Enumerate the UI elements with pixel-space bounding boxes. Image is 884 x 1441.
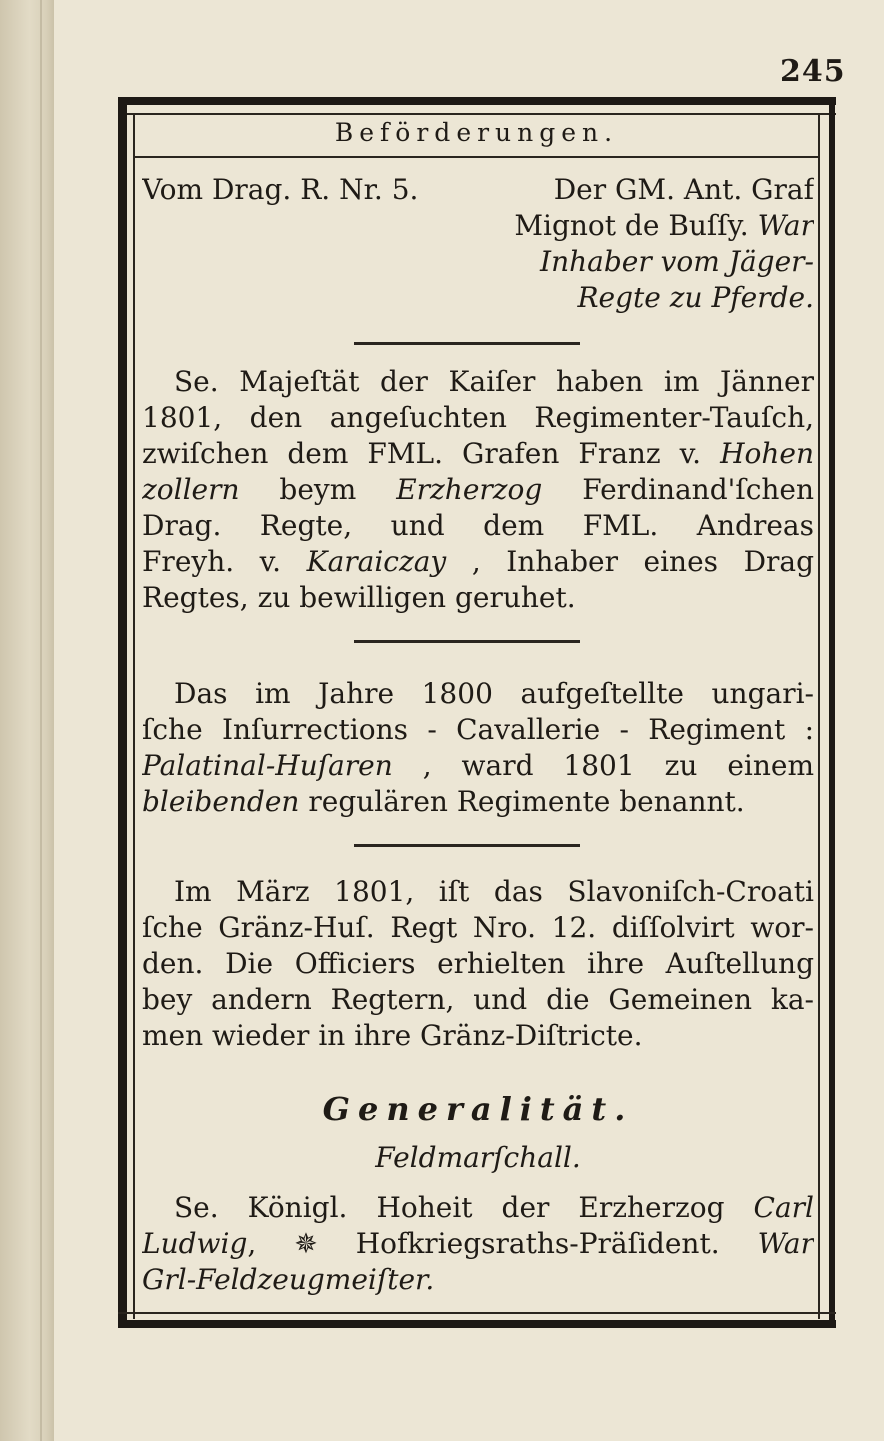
para1-italic: Erzherzog — [396, 473, 543, 506]
para1-line: Se. Majeſtät der Kaiſer haben im Jänner — [174, 365, 814, 398]
para1-line: 1801, den angeſuchten Regimenter-Tauſch, — [142, 401, 814, 434]
promotion-line-3: Inhaber vom Jäger- — [540, 245, 814, 278]
para1-italic: Hohen — [720, 437, 814, 470]
frame-top-border — [118, 97, 836, 105]
para1-line: Regtes, zu bewilligen geruhet. — [142, 581, 576, 614]
para3-line: Im März 1801, iſt das Slavoniſch-Croati — [174, 875, 814, 908]
order-star-icon: ✵ — [294, 1227, 318, 1260]
generalitaet-heading: Generalität. — [322, 1090, 634, 1128]
para3-line: ſche Gränz-Huſ. Regt Nro. 12. diſſolvirt wor- — [142, 911, 814, 944]
promotion-name: Mignot de Buſſy. — [514, 209, 749, 242]
page-number: 245 — [780, 54, 846, 89]
para1-line — [142, 472, 814, 508]
frame-left-border — [118, 97, 127, 1325]
generalitaet-text: Hofkriegsraths-Präſident. — [355, 1227, 720, 1260]
generalitaet-subheading: Feldmarſchall. — [375, 1141, 581, 1174]
para3-line: men wieder in ihre Gränz-Diſtricte. — [142, 1019, 643, 1052]
generalitaet-line: Ludwig, ✵ Hofkriegsraths-Präſident. War — [142, 1227, 814, 1260]
para3-line: den. Die Officiers erhielten ihre Auſtellung — [142, 947, 814, 980]
section-title: Beförderungen. — [334, 118, 619, 147]
para2-text: regulären Regimente benannt. — [308, 785, 745, 818]
para1-text: Ferdinand'ſchen — [582, 473, 814, 506]
para1-text: zwiſchen dem FML. Grafen Franz v. — [142, 437, 702, 470]
para1-text: , Inhaber eines Drag — [471, 545, 814, 578]
para2-line — [142, 748, 814, 784]
gutter-shadow — [40, 0, 42, 1441]
generalitaet-line: Grl-Feldzeugmeiſter. — [142, 1263, 435, 1296]
separator-rule — [354, 640, 580, 643]
para2-line: Das im Jahre 1800 aufgeſtellte ungari- — [174, 677, 814, 710]
frame-left-inner-rule — [133, 113, 135, 1319]
book-spine-edge — [0, 0, 54, 1441]
frame-right-border — [829, 97, 835, 1325]
para1-text: beym — [279, 473, 357, 506]
para2-italic: bleibenden — [142, 785, 300, 818]
frame-top-inner-rule — [118, 113, 836, 115]
generalitaet-text: Se. Königl. Hoheit der Erzherzog — [174, 1191, 725, 1224]
generalitaet-italic: Carl — [753, 1191, 814, 1224]
para1-italic: zollern — [142, 473, 240, 506]
para2-italic: Palatinal-Huſaren — [142, 749, 393, 782]
frame-right-inner-rule — [818, 113, 820, 1319]
para2-line: ſche Inſurrections - Cavallerie - Regiment : — [142, 713, 814, 746]
separator-rule — [354, 342, 580, 345]
promotion-line-2 — [142, 208, 814, 244]
para1-text: Freyh. v. — [142, 545, 282, 578]
para1-italic: Karaiczay — [306, 545, 447, 578]
generalitaet-italic: Ludwig — [142, 1227, 248, 1260]
title-rule — [135, 156, 818, 158]
separator-rule — [354, 844, 580, 847]
generalitaet-italic: War — [757, 1227, 814, 1260]
promotion-line-1 — [142, 172, 814, 208]
generalitaet-line — [142, 1190, 814, 1226]
promotion-regiment: Vom Drag. R. Nr. 5. — [142, 173, 419, 206]
para3-line: bey andern Regtern, und die Gemeinen ka- — [142, 983, 814, 1016]
promotion-war: War — [757, 209, 814, 242]
para1-line — [142, 544, 814, 580]
para1-line — [142, 436, 814, 472]
para1-line: Drag. Regte, und dem FML. Andreas — [142, 509, 814, 542]
para2-text: , ward 1801 zu einem — [422, 749, 814, 782]
promotion-officer: Der GM. Ant. Graf — [553, 173, 814, 206]
frame-bottom-border — [118, 1320, 836, 1328]
promotion-line-4: Regte zu Pferde. — [577, 281, 814, 314]
frame-bottom-inner-rule — [118, 1312, 836, 1314]
para2-line — [142, 784, 814, 820]
